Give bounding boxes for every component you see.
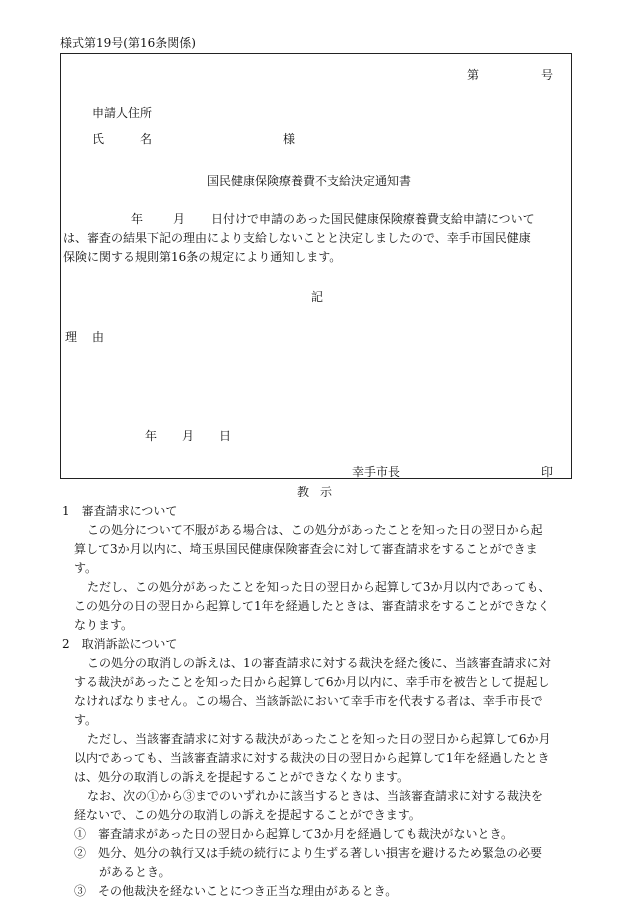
body-year-label: 年 [131,212,144,226]
ki-label: 記 [311,290,324,304]
list-item-3: ③ その他裁決を経ないことにつき正当な理由があるとき。 [74,884,398,898]
section-2-para-3-line-2: 経ないで、この処分の取消しの訴えを提起することができます。 [74,808,421,822]
document-number-prefix: 第 [467,68,480,82]
date-day-label: 日 [219,429,232,443]
body-month-label: 月 [173,212,186,226]
document-title: 国民健康保険療養費不支給決定通知書 [207,174,412,188]
section-1-para-1-line-3: す。 [74,561,98,575]
section-2-para-2-line-2: 以内であっても、当該審査請求に対する裁決の日の翌日から起算して1年を経過したとき [74,751,550,765]
reason-label-1: 理 [65,330,78,344]
list-item-1: ① 審査請求があった日の翌日から起算して3か月を経過しても裁決がないとき。 [74,827,514,841]
section-1-para-1-line-1: この処分について不服がある場合は、この処分があったことを知った日の翌日から起 [87,523,543,537]
document-number-suffix: 号 [541,68,554,82]
section-2-para-2-line-1: ただし、当該審査請求に対する裁決があったことを知った日の翌日から起算して6か月 [87,732,551,746]
list-item-2-line-1: ② 処分、処分の執行又は手続の続行により生ずる著しい損害を避けるため緊急の必要 [74,846,543,860]
applicant-honorific: 様 [283,132,296,146]
section-1-para-2-line-1: ただし、この処分があったことを知った日の翌日から起算して3か月以内であっても、 [87,580,551,594]
form-number-label: 様式第19号(第16条関係) [60,36,196,50]
list-item-2-line-2: があるとき。 [99,865,171,879]
section-1-para-2-line-3: なります。 [74,618,134,632]
section-2-para-1-line-4: す。 [74,713,98,727]
kyoji-title-2: 示 [320,485,333,499]
section-2-para-2-line-3: は、処分の取消しの訴えを提起することができなくなります。 [74,770,410,784]
body-line-3: 保険に関する規則第16条の規定により通知します。 [63,250,342,264]
section-1-para-2-line-2: この処分の日の翌日から起算して1年を経過したときは、審査請求をすることができなく [74,599,550,613]
seal-label: 印 [541,465,554,479]
mayor-label: 幸手市長 [352,465,401,479]
section-2-para-1-line-1: この処分の取消しの訴えは、1の審査請求に対する裁決を経た後に、当該審査請求に対 [87,656,551,670]
section-2-para-3-line-1: なお、次の①から③までのいずれかに該当するときは、当該審査請求に対する裁決を [87,789,544,803]
date-month-label: 月 [182,429,195,443]
section-1-heading: 1 審査請求について [62,504,178,518]
applicant-name-label-1: 氏 [92,132,105,146]
applicant-name-label-2: 名 [140,132,153,146]
section-2-heading: 2 取消訴訟について [62,637,178,651]
section-2-para-1-line-2: する裁決があったことを知った日から起算して6か月以内に、幸手市を被告として提起し [74,675,550,689]
section-1-para-1-line-2: 算して3か月以内に、埼玉県国民健康保険審査会に対して審査請求をすることができま [74,542,538,556]
body-line-1: 日付けで申請のあった国民健康保険療養費支給申請について [211,212,535,226]
section-2-para-1-line-3: なければなりません。この場合、当該訴訟において幸手市を代表する者は、幸手市長で [74,694,543,708]
reason-label-2: 由 [92,330,105,344]
body-line-2: は、審査の結果下記の理由により支給しないことと決定しましたので、幸手市国民健康 [63,231,531,245]
date-year-label: 年 [145,429,158,443]
kyoji-title-1: 教 [297,485,310,499]
applicant-address-label: 申請人住所 [92,106,153,120]
